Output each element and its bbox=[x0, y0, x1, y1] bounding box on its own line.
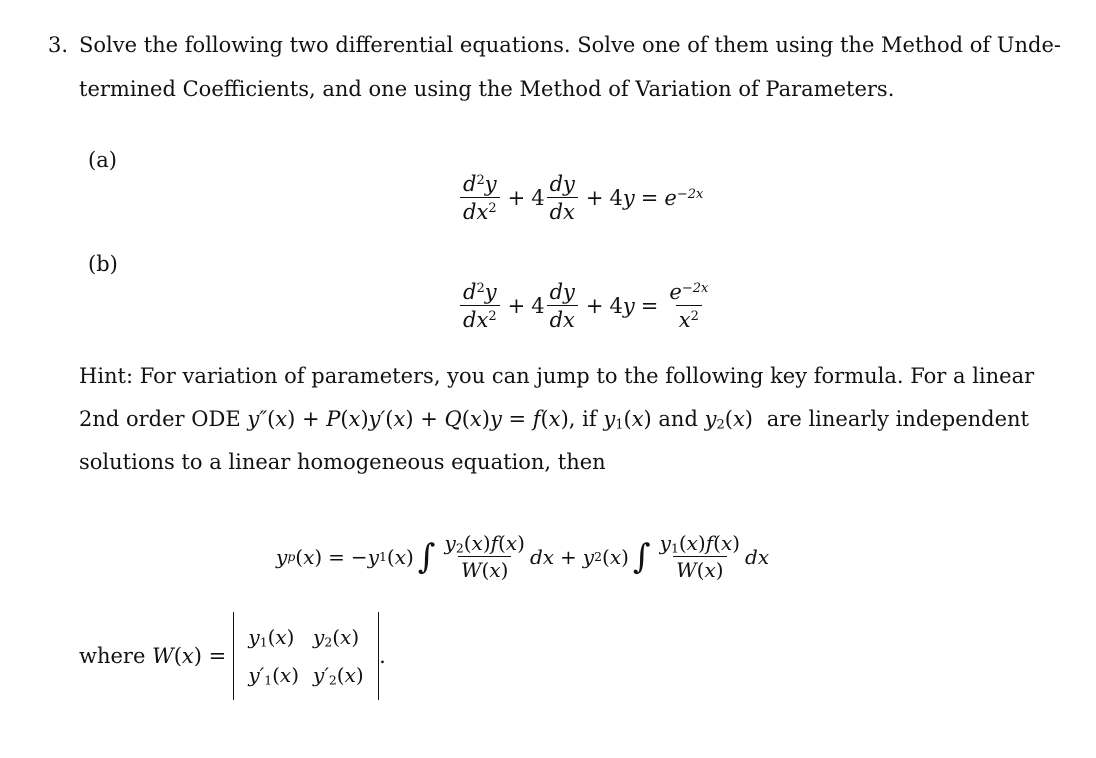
d2y-dx2-fraction: $\frac{d^2y}{dx^2}$ bbox=[460, 172, 500, 224]
hint-line-2: 2nd order ODE y″(x) + P(x)y′(x) + Q(x)y = f(x), if $y_1(x)$ and $y_2(x)$ are linearly independent bbox=[79, 407, 1029, 433]
hint-line-3: solutions to a linear homogeneous equation, then bbox=[79, 450, 606, 474]
problem-line-1: Solve the following two differential equations. Solve one of them using the Method of Unde- bbox=[79, 33, 1061, 57]
dy-dx-fraction: $\frac{dy}{dx}$ bbox=[547, 172, 578, 224]
wronskian-determinant: $y_1(x)$ $y_2(x)$ $y'_1(x)$ $y'_2(x)$ bbox=[233, 612, 379, 700]
hint-line-1: Hint: For variation of parameters, you can jump to the following key formula. For a linear bbox=[79, 364, 1035, 388]
part-a-label: (a) bbox=[88, 148, 117, 172]
wronskian-definition: where W ( x ) = $y_1(x)$ $y_2(x)$ $y'_1(x)$ $y'_2(x)$ . bbox=[79, 612, 386, 700]
particular-solution-formula: y p ( x ) = − y 1 ( x ) ∫ $\frac{y_2(x)f(x)}{W(x)}$ dx + y 2 ( x ) ∫ $\frac{y_1(x)f(x)}{W(x)}$ dx bbox=[276, 531, 770, 582]
equation-b: $\frac{d^2y}{dx^2}$ + 4 $\frac{dy}{dx}$ + 4 y = $\frac{e^{-2x}}{x^2}$ bbox=[458, 280, 713, 332]
rhs-a: $e^{-2x}$ bbox=[664, 186, 704, 211]
rhs-b-fraction: $\frac{e^{-2x}}{x^2}$ bbox=[669, 280, 709, 333]
equation-a: $\frac{d^2y}{dx^2}$ + 4 $\frac{dy}{dx}$ + 4 y = $e^{-2x}$ bbox=[458, 172, 703, 224]
part-b-label: (b) bbox=[88, 252, 118, 276]
integral-sign: ∫ bbox=[417, 537, 436, 577]
problem-line-2: termined Coefficients, and one using the Method of Variation of Parameters. bbox=[79, 77, 895, 101]
problem-number: 3. bbox=[48, 33, 69, 57]
